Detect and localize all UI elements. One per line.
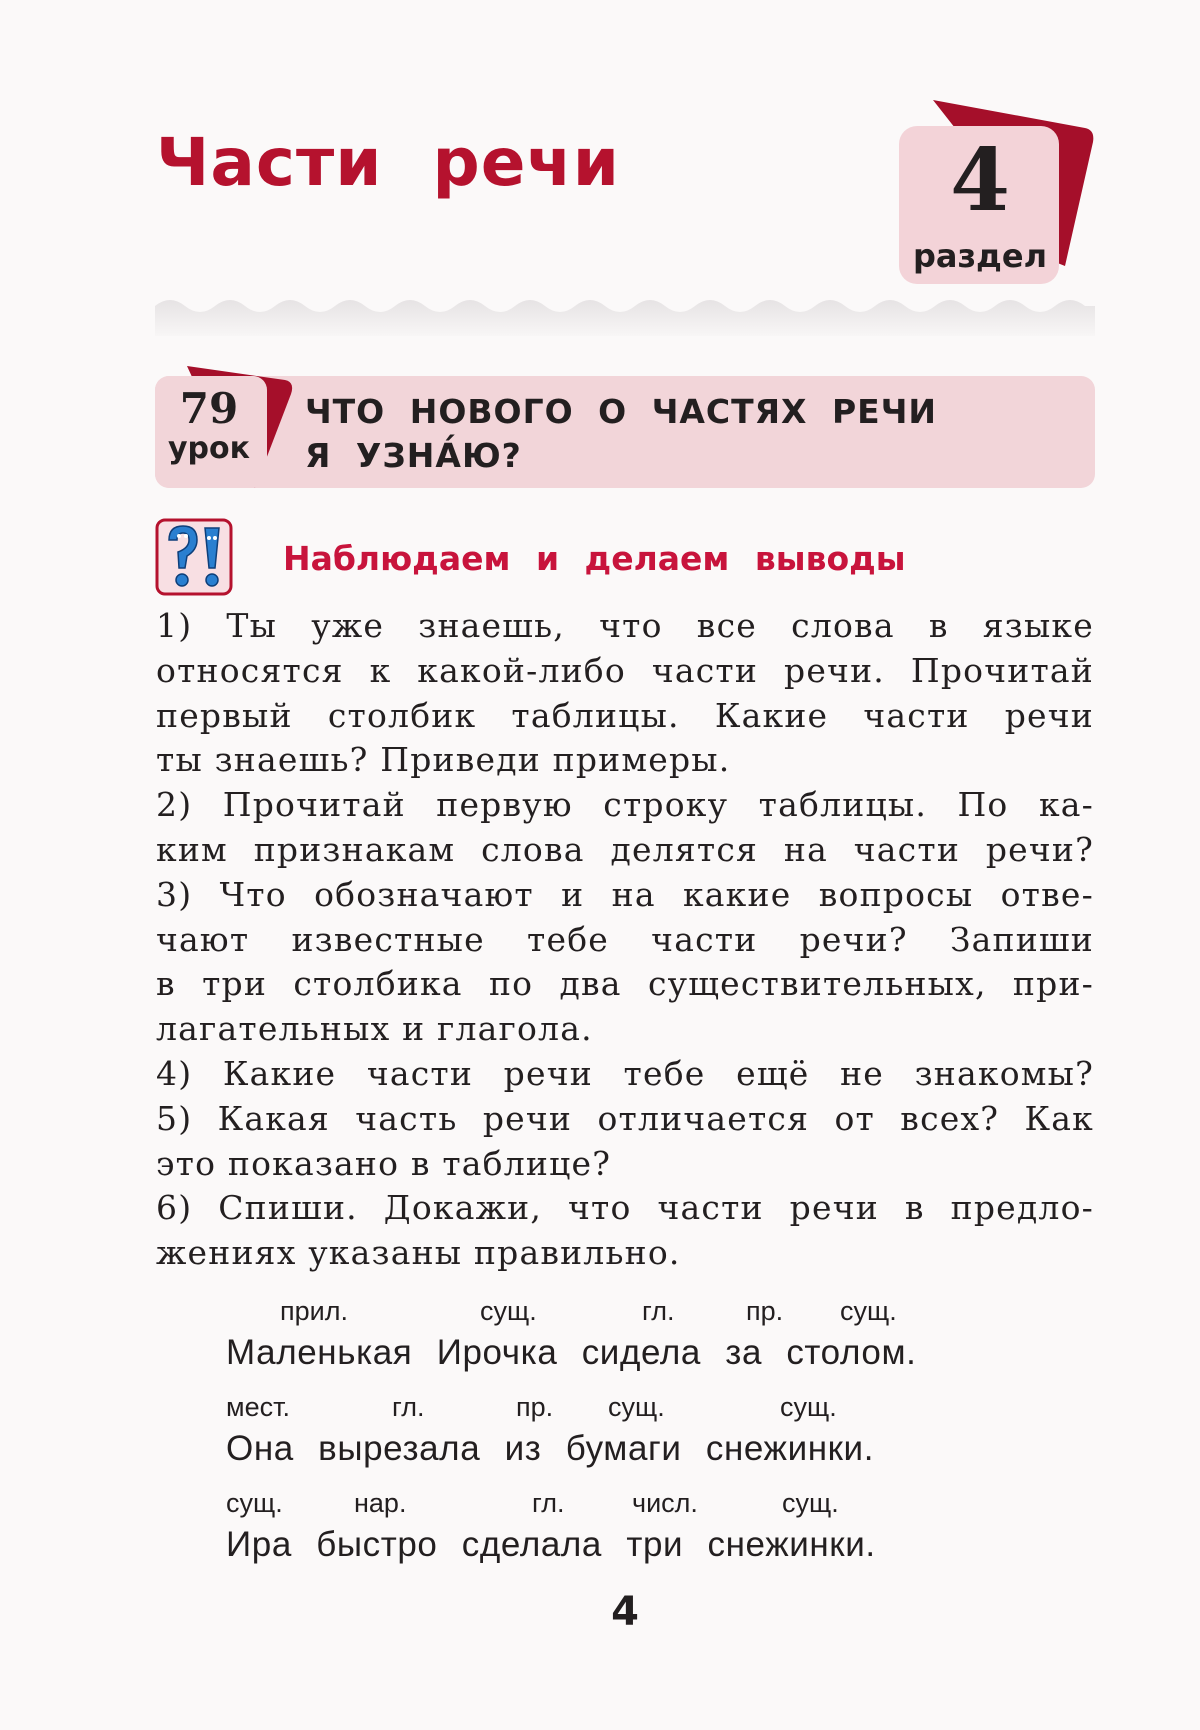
section-number: 4: [950, 130, 1010, 231]
part-of-speech-labels: [226, 1488, 1126, 1520]
pos-label: гл.: [392, 1392, 425, 1422]
page-title: Части речи: [156, 124, 621, 201]
pos-label: сущ.: [608, 1392, 665, 1422]
lesson-title-line: ЧТО НОВОГО О ЧАСТЯХ РЕЧИ: [305, 392, 938, 431]
task-line: чают известные тебе части речи? Запиши: [156, 919, 1094, 959]
task-line: 1) Ты уже знаешь, что все слова в языке: [156, 606, 1094, 645]
section-badge: [895, 98, 1095, 288]
task-line: лагательных и глагола.: [156, 1009, 593, 1049]
task-line: это показано в таблице?: [156, 1143, 612, 1183]
lesson-label: урок: [167, 431, 250, 466]
lesson-title: [305, 390, 1065, 478]
task-line: ким признакам слова делятся на части речи?: [156, 829, 1094, 869]
task-line: 6) Спиши. Докажи, что части речи в предло-: [156, 1188, 1094, 1228]
pos-label: пр.: [516, 1392, 554, 1422]
pos-label: сущ.: [480, 1296, 537, 1326]
example-sentence-3: [226, 1488, 1126, 1568]
pos-label: прил.: [280, 1296, 348, 1326]
task-line: в три столбика по два существительных, при-: [156, 964, 1094, 1004]
subheading: Наблюдаем и делаем выводы: [283, 539, 906, 578]
lesson-number: 79: [179, 384, 239, 433]
pos-label: пр.: [746, 1296, 784, 1326]
page-number: 4: [611, 1589, 639, 1635]
pos-label: сущ.: [780, 1392, 837, 1422]
section-label: раздел: [912, 237, 1048, 275]
example-sentence-2: [226, 1392, 1126, 1472]
pos-label: сущ.: [226, 1488, 283, 1518]
task-line: 4) Какие части речи тебе ещё не знакомы?: [156, 1053, 1094, 1093]
pos-label: сущ.: [782, 1488, 839, 1518]
pos-label: сущ.: [840, 1296, 897, 1326]
task-line: 3) Что обозначают и на какие вопросы отве-: [156, 874, 1094, 914]
example-sentence-text: Ира быстро сделала три снежинки.: [226, 1525, 876, 1564]
lesson-title-line: Я УЗНА́Ю?: [305, 436, 522, 475]
example-sentence-text: Она вырезала из бумаги снежинки.: [226, 1429, 875, 1468]
lesson-header: [155, 366, 1095, 488]
part-of-speech-labels: [226, 1392, 1126, 1424]
task-text: [156, 604, 1094, 1276]
pos-label: гл.: [642, 1296, 675, 1326]
task-line: 2) Прочитай первую строку таблицы. По ка-: [156, 785, 1094, 825]
task-line: жениях указаны правильно.: [156, 1233, 681, 1273]
task-line: 5) Какая часть речи отличается от всех? Как: [156, 1098, 1094, 1138]
task-line: первый столбик таблицы. Какие части речи: [156, 695, 1094, 735]
pos-label: нар.: [354, 1488, 407, 1518]
part-of-speech-labels: [226, 1296, 1126, 1328]
example-sentence-1: [226, 1296, 1126, 1376]
task-line: относятся к какой-либо части речи. Прочитай: [156, 650, 1094, 690]
pos-label: гл.: [532, 1488, 565, 1518]
question-exclamation-icon: [155, 518, 233, 596]
task-line: ты знаешь? Приведи примеры.: [156, 740, 731, 780]
pos-label: мест.: [226, 1392, 290, 1422]
wavy-divider: [155, 292, 1095, 336]
example-sentence-text: Маленькая Ирочка сидела за столом.: [226, 1333, 917, 1372]
pos-label: числ.: [632, 1488, 698, 1518]
